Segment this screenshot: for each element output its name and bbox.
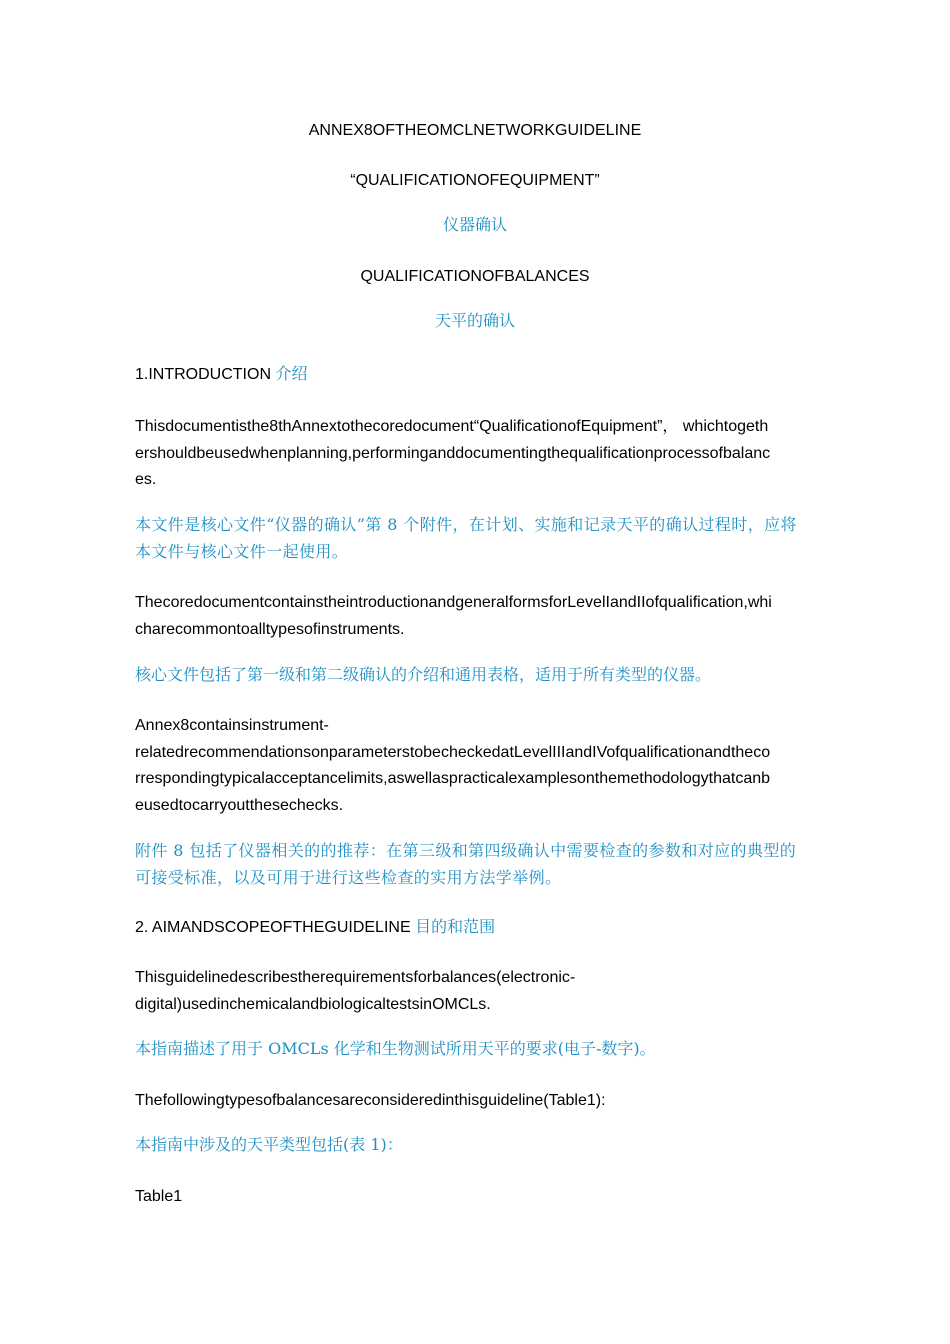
paragraph-line: 本文件与核心文件一起使用。 bbox=[135, 542, 349, 561]
paragraph-line: 附件 8 包括了仪器相关的的推荐：在第三级和第四级确认中需要检查的参数和对应的典型的 bbox=[135, 841, 797, 860]
paragraph-line: ThecoredocumentcontainstheintroductionandgeneralformsforLevelIandIIofqualification,whi bbox=[135, 594, 772, 611]
section1-heading-zh: 介绍 bbox=[275, 364, 308, 383]
paragraph-line: Thisdocumentisthe8thAnnextothecoredocument“QualificationofEquipment”， whichtogeth bbox=[135, 418, 769, 435]
section1-paragraph1-zh bbox=[135, 511, 820, 565]
section1-paragraph2 bbox=[135, 590, 815, 643]
section1-paragraph1 bbox=[135, 414, 815, 494]
paragraph-line: Thisguidelinedescribestherequirementsforbalances(electronic- bbox=[135, 969, 576, 986]
paragraph-line: digital)usedinchemicalandbiologicaltestsinOMCLs. bbox=[135, 995, 491, 1013]
section2-paragraph2: Thefollowingtypesofbalancesareconsideredinthisguideline(Table1): bbox=[135, 1092, 606, 1109]
annex-title: ANNEX8OFTHEOMCLNETWORKGUIDELINE bbox=[308, 122, 642, 139]
section2-heading-en: 2. AIMANDSCOPEOFTHEGUIDELINE bbox=[135, 919, 411, 936]
section1-paragraph2-zh: 核心文件包括了第一级和第二级确认的介绍和通用表格，适用于所有类型的仪器。 bbox=[135, 665, 712, 684]
paragraph-line: es. bbox=[135, 471, 157, 488]
document-title: QUALIFICATIONOFBALANCES bbox=[360, 268, 590, 285]
section2-paragraph2-zh: 本指南中涉及的天平类型包括(表 1)： bbox=[135, 1135, 403, 1154]
section1-paragraph3 bbox=[135, 713, 815, 819]
paragraph-line: rrespondingtypicalacceptancelimits,aswellaspracticalexamplesonthemethodologythatcanb bbox=[135, 770, 771, 787]
paragraph-line: 可接受标准，以及可用于进行这些检查的实用方法学举例。 bbox=[135, 868, 562, 887]
paragraph-line: 本文件是核心文件“仪器的确认”第 8 个附件，在计划、实施和记录天平的确认过程时，应将 bbox=[135, 515, 797, 534]
section1-heading bbox=[135, 364, 307, 385]
table-label: Table1 bbox=[135, 1188, 183, 1205]
paragraph-line: relatedrecommendationsonparameterstobecheckedatLevelIIIandIVofqualificationandtheco bbox=[135, 743, 771, 761]
section2-heading-zh: 目的和范围 bbox=[415, 917, 496, 936]
section2-paragraph1-zh: 本指南描述了用于 OMCLs 化学和生物测试所用天平的要求(电子-数字)。 bbox=[135, 1039, 656, 1058]
paragraph-line: charecommontoalltypesofinstruments. bbox=[135, 620, 405, 638]
guideline-title: “QUALIFICATIONOFEQUIPMENT” bbox=[350, 172, 600, 189]
guideline-title-zh: 仪器确认 bbox=[442, 215, 507, 234]
paragraph-line: Annex8containsinstrument- bbox=[135, 717, 329, 734]
document-title-zh: 天平的确认 bbox=[434, 311, 515, 330]
section1-heading-en: 1.INTRODUCTION bbox=[135, 366, 271, 383]
paragraph-line: eusedtocarryoutthesechecks. bbox=[135, 796, 344, 814]
paragraph-line: ershouldbeusedwhenplanning,performinganddocumentingthequalificationprocessofbalanc bbox=[135, 444, 771, 462]
section2-paragraph1 bbox=[135, 965, 815, 1018]
section1-paragraph3-zh bbox=[135, 837, 820, 891]
section2-heading bbox=[135, 917, 495, 938]
